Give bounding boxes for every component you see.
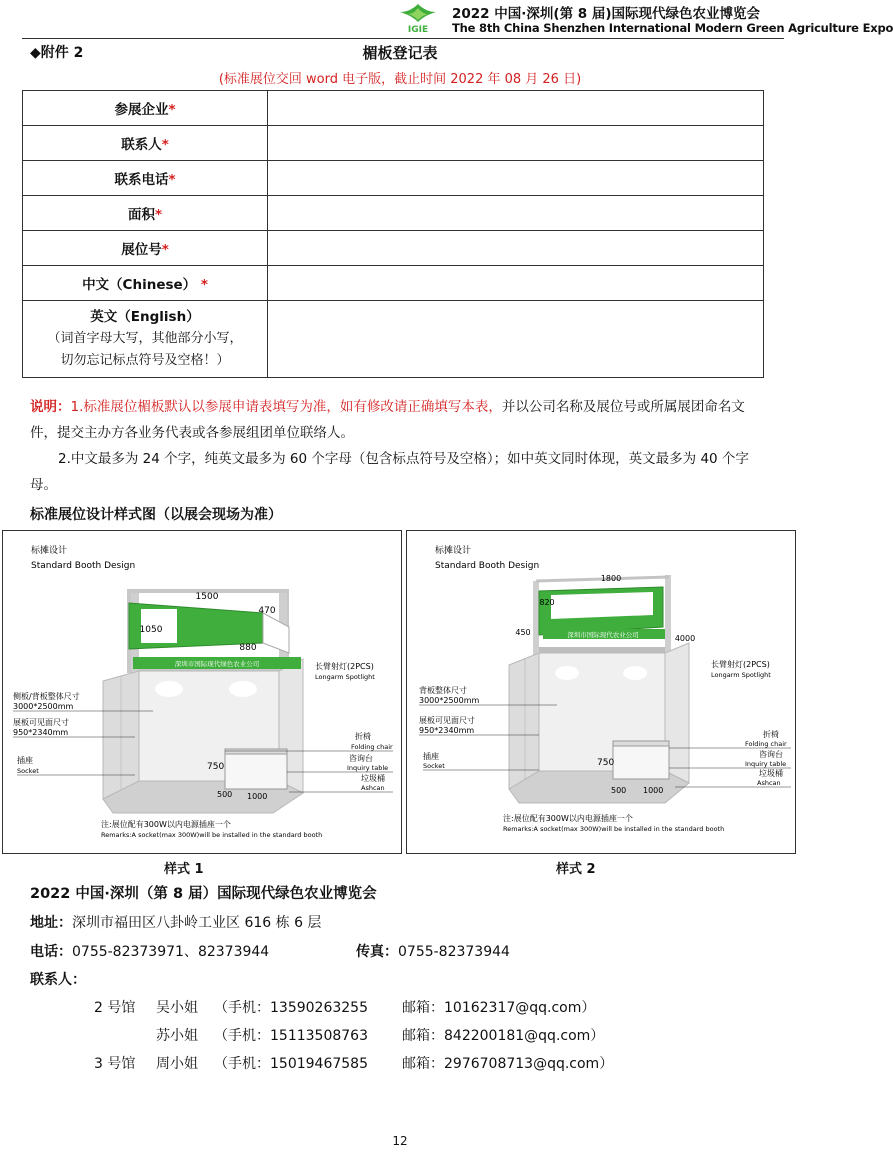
bin-cn: 垃圾桶 [361, 774, 385, 783]
booth-caption-1: 样式 1 [164, 862, 204, 877]
document-title: 楣板登记表 [362, 44, 438, 62]
form-row-company [23, 91, 764, 126]
remark-cn: 注:展位配有300W以内电源插座一个 [503, 814, 633, 823]
note-1-rest: 并以公司名称及展位号或所属展团命名文件，提交主办方各业务代表或各参展组团单位联络人。 [30, 399, 745, 441]
chair-cn: 折椅 [763, 730, 779, 739]
bin-en: Ashcan [757, 779, 781, 787]
note-1 [30, 394, 770, 446]
booth-label-en: Standard Booth Design [435, 561, 540, 571]
spot-cn: 长臂射灯(2PCS) [711, 660, 770, 669]
dim-500: 500 [217, 790, 233, 799]
socket-cn: 插座 [17, 756, 33, 765]
notes [30, 394, 770, 498]
design-section-title: 标准展位设计样式图（以展会现场为准） [30, 507, 282, 523]
phone-field[interactable] [268, 161, 764, 196]
english-name-field[interactable] [268, 301, 764, 378]
dim-height: 4000 [674, 634, 696, 643]
booth-label-cn: 标摊设计 [31, 546, 68, 556]
panel-size: 3000*2500mm [13, 702, 74, 711]
form-label: 中文（Chinese） * [23, 266, 268, 301]
dim-1000: 1000 [643, 786, 664, 795]
bin-cn: 垃圾桶 [759, 769, 783, 778]
english-note-2: 切勿忘记标点符号及空格！） [60, 353, 230, 368]
form-row-phone [23, 161, 764, 196]
dim-750: 750 [597, 758, 615, 768]
visible-size: 950*2340mm [419, 726, 475, 735]
header-divider [22, 38, 784, 39]
remark-cn: 注:展位配有300W以内电源插座一个 [101, 820, 231, 829]
table-en: Inquiry table [745, 760, 787, 768]
spot-en: Longarm Spotlight [711, 671, 771, 679]
attachment-label: ◆附件 2 [30, 45, 84, 61]
table-cn: 咨询台 [759, 750, 783, 759]
dim-750: 750 [207, 762, 225, 772]
contact-person-3: 3 号馆 周小姐 （手机：15019467585 邮箱：2976708713@qq.com） [94, 1056, 614, 1072]
note-1-red: 1.标准展位楣板默认以参展申请表填写为准，如有修改请正确填写本表， [70, 399, 502, 415]
contact-phone: 电话：0755-82373971、82373944 [30, 944, 270, 960]
dim-right: 880 [239, 643, 257, 653]
table-en: Inquiry table [347, 764, 389, 772]
contact-person-2: 苏小姐 （手机：15113508763 邮箱：842200181@qq.com） [156, 1028, 605, 1044]
form-row-area [23, 196, 764, 231]
form-label [23, 301, 268, 378]
visible-size: 950*2340mm [13, 728, 69, 737]
visible-label: 展板可见面尺寸 [419, 716, 475, 725]
remark-en: Remarks:A socket(max 300W)will be installed in the standard booth [101, 831, 323, 839]
remark-en: Remarks:A socket(max 300W)will be installed in the standard booth [503, 825, 725, 833]
table-cn: 咨询台 [349, 754, 373, 763]
form-row-chinese [23, 266, 764, 301]
booth-label-cn: 标摊设计 [435, 546, 472, 556]
dim-width: 1500 [195, 592, 219, 602]
note-2: 2.中文最多为 24 个字，纯英文最多为 60 个字母（包含标点符号及空格）；如中英文同时体现，英文最多为 40 个字母。 [30, 451, 749, 493]
dim-left: 820 [539, 598, 555, 607]
logo-text: IGIE [407, 25, 429, 35]
panel-label: 侧板/背板整体尺寸 [13, 692, 80, 701]
notes-prefix: 说明： [30, 399, 71, 415]
chinese-name-field[interactable] [268, 266, 764, 301]
socket-en: Socket [423, 762, 445, 770]
header-title-en: The 8th China Shenzhen International Modern Green Agriculture Expo [452, 21, 893, 35]
chair-en: Folding chair [745, 740, 787, 748]
fascia-company: 深圳市国际现代农业公司 [567, 631, 639, 639]
contact-address: 地址：深圳市福田区八卦岭工业区 616 栋 6 层 [30, 915, 322, 931]
dim-width: 1800 [600, 574, 622, 583]
spot-en: Longarm Spotlight [315, 673, 375, 681]
chair-en: Folding chair [351, 743, 393, 751]
form-row-booth [23, 231, 764, 266]
booth-diagram-1 [2, 530, 402, 854]
booth-diagram-2 [406, 530, 796, 854]
form-label: 参展企业* [23, 91, 268, 126]
socket-en: Socket [17, 767, 39, 775]
dim-450: 450 [515, 628, 531, 637]
dim-left: 1050 [139, 625, 163, 635]
contact-org: 2022 中国·深圳（第 8 届）国际现代绿色农业博览会 [30, 886, 377, 902]
chair-cn: 折椅 [355, 732, 371, 741]
dim-500: 500 [611, 786, 627, 795]
company-field[interactable] [268, 91, 764, 126]
dim-1000: 1000 [247, 792, 268, 801]
registration-form [22, 90, 764, 378]
form-label: 联系人* [23, 126, 268, 161]
contact-field[interactable] [268, 126, 764, 161]
form-label: 展位号* [23, 231, 268, 266]
bin-en: Ashcan [361, 784, 385, 792]
panel-label: 背板整体尺寸 [419, 686, 467, 695]
booth-number-field[interactable] [268, 231, 764, 266]
visible-label: 展板可见面尺寸 [13, 718, 69, 727]
english-note-1: （词首字母大写，其他部分小写， [47, 331, 243, 346]
contact-fax: 传真：0755-82373944 [356, 944, 510, 960]
expo-logo [392, 2, 444, 38]
header-title-cn: 2022 中国·深圳(第 8 届)国际现代绿色农业博览会 [452, 6, 761, 22]
form-row-contact [23, 126, 764, 161]
form-row-english [23, 301, 764, 378]
booth-caption-2: 样式 2 [556, 862, 596, 877]
form-label: 面积* [23, 196, 268, 231]
booth-label-en: Standard Booth Design [31, 561, 136, 571]
contact-person-1: 2 号馆 吴小姐 （手机：13590263255 邮箱：10162317@qq.com） [94, 1000, 596, 1016]
contact-people-label: 联系人： [30, 972, 86, 988]
dim-depth: 470 [258, 606, 276, 616]
page-number: 12 [392, 1134, 408, 1148]
socket-cn: 插座 [423, 752, 439, 761]
panel-size: 3000*2500mm [419, 696, 480, 705]
fascia-company: 深圳市国际现代绿色农业公司 [174, 660, 260, 668]
area-field[interactable] [268, 196, 764, 231]
document-subtitle: (标准展位交回 word 电子版，截止时间 2022 年 08 月 26 日) [218, 72, 582, 87]
english-label: 英文（English） [90, 309, 200, 325]
form-label: 联系电话* [23, 161, 268, 196]
spot-cn: 长臂射灯(2PCS) [315, 662, 374, 671]
